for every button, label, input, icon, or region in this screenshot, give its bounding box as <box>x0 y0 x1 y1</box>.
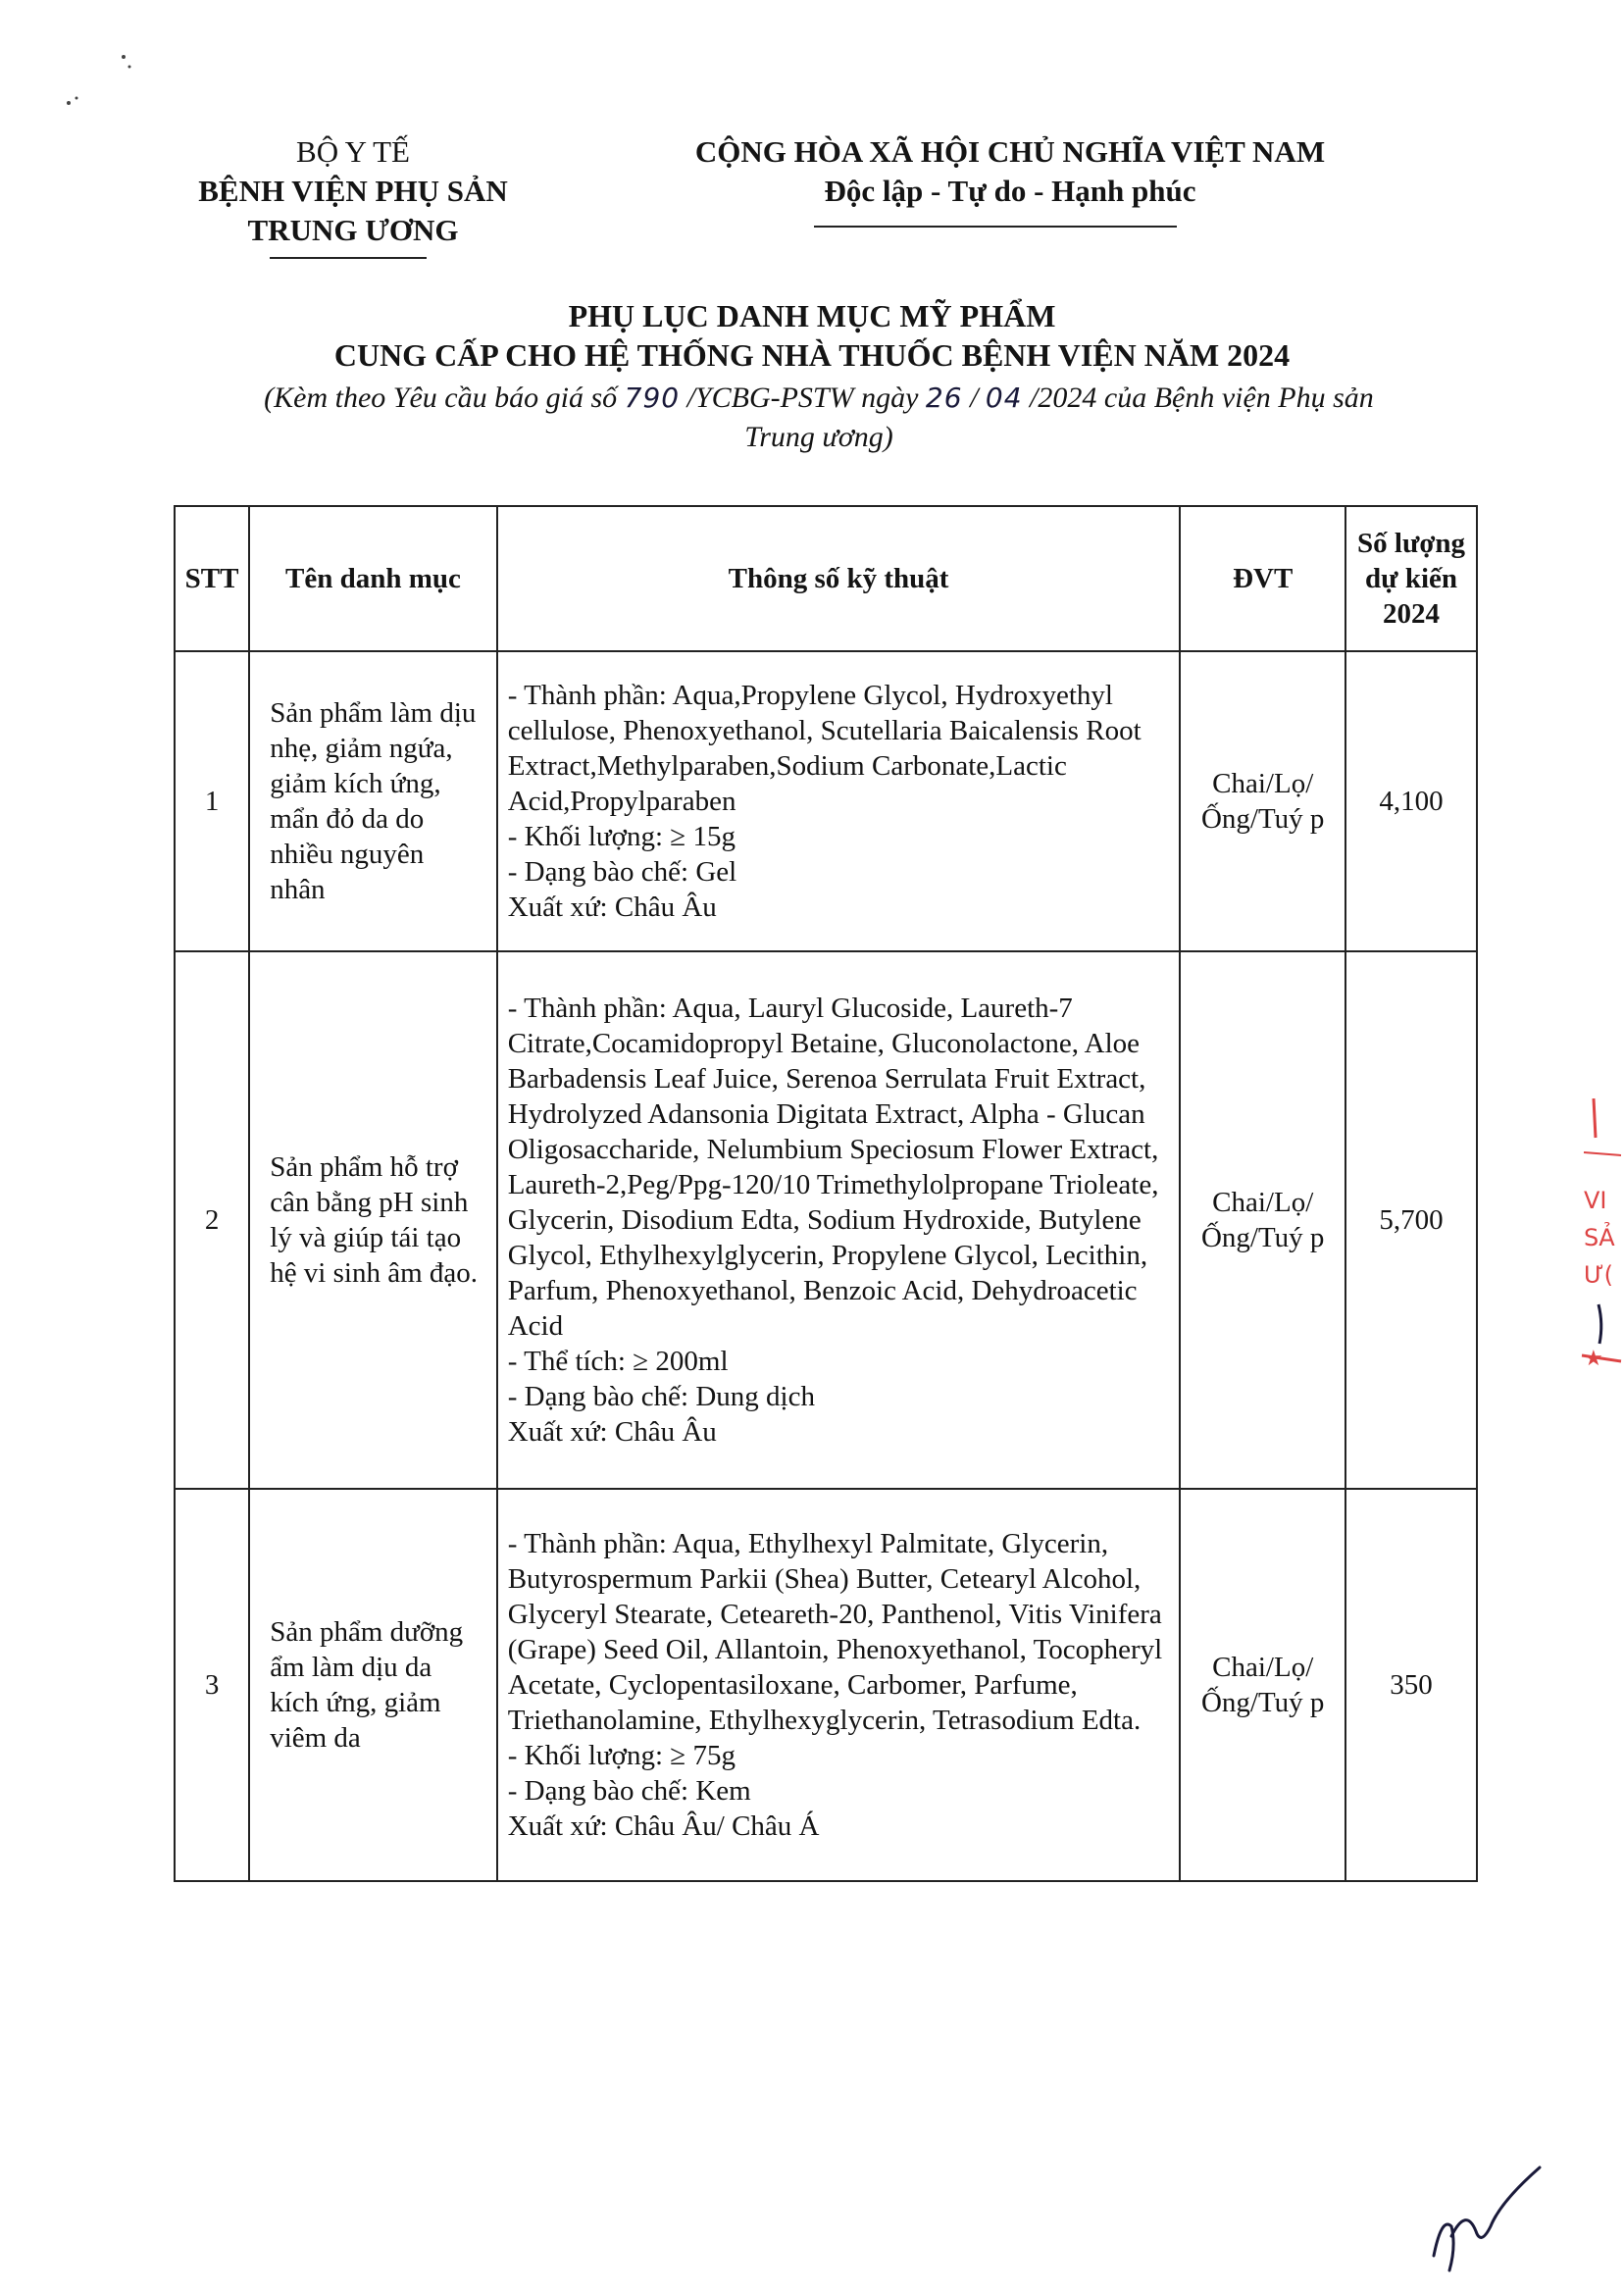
issuer-block <box>167 132 539 250</box>
spec-origin: Xuất xứ: Châu Âu/ Châu Á <box>507 1810 820 1842</box>
spec-form: - Dạng bào chế: Gel <box>507 856 737 888</box>
spec-ingredients: - Thành phần: Aqua, Ethylhexyl Palmitate, Glycerin, Butyrospermum Parkii (Shea) Butter, Cetearyl Alcohol, Glyceryl Stearate, Ceteareth-20, Panthenol, Vitis Vinifera (Grape) Seed Oil, Allantoin, Phenoxyethanol, Tocopheryl Acetate, Cyclopentasiloxane, Carbomer, Parfume, Triethanolamine, Ethylhexyglycerin, Tetrasodium Edta. <box>507 1528 1170 1736</box>
table-row <box>175 951 1477 1489</box>
issuer-hospital: BỆNH VIỆN PHỤ SẢN <box>198 174 508 208</box>
country-name: CỘNG HÒA XÃ HỘI CHỦ NGHĨA VIỆT NAM <box>694 134 1326 169</box>
row-unit: Chai/Lọ/ Ống/Tuý p <box>1180 651 1345 951</box>
table-row <box>175 651 1477 951</box>
motto-underline <box>814 226 1177 228</box>
subtitle-text-2: /YCBG-PSTW ngày <box>680 382 926 414</box>
spec-ingredients: - Thành phần: Aqua, Lauryl Glucoside, Laureth-7 Citrate,Cocamidopropyl Betaine, Gluconolactone, Aloe Barbadensis Leaf Juice, Serenoa Serrulata Fruit Extract, Hydrolyzed Adansonia Digitata Extract, Alpha - Glucan Oligosaccharide, Nelumbium Speciosum Flower Extract, Laureth-2,Peg/Ppg-120/10 Trimethylolpropane Trioleate, Glycerin, Disodium Edta, Sodium Hydroxide, Butylene Glycol, Ethylhexylglycerin, Propylene Glycol, Lecithin, Parfum, Phenoxyethanol, Benzoic Acid, Dehydroacetic Acid <box>507 993 1166 1342</box>
motto: Độc lập - Tự do - Hạnh phúc <box>824 174 1196 208</box>
row-unit: Chai/Lọ/ Ống/Tuý p <box>1180 1489 1345 1881</box>
spec-form: - Dạng bào chế: Dung dịch <box>507 1381 815 1412</box>
row-qty: 4,100 <box>1345 651 1477 951</box>
row-spec <box>497 1489 1181 1881</box>
cosmetics-table <box>174 505 1478 1882</box>
table-row <box>175 1489 1477 1881</box>
month-handwritten: 04 <box>985 382 1023 414</box>
issuer-underline <box>270 257 427 259</box>
stamp-marks-icon <box>1564 1098 1623 1393</box>
scan-specks-icon <box>59 49 147 118</box>
spec-origin: Xuất xứ: Châu Âu <box>507 1416 717 1448</box>
title-line-1: PHỤ LỤC DANH MỤC MỸ PHẨM <box>568 298 1056 333</box>
row-qty: 5,700 <box>1345 951 1477 1489</box>
row-name: Sản phẩm dưỡng ẩm làm dịu da kích ứng, giảm viêm da <box>249 1489 497 1881</box>
row-name: Sản phẩm hỗ trợ cân bằng pH sinh lý và giúp tái tạo hệ vi sinh âm đạo. <box>249 951 497 1489</box>
header-spec: Thông số kỹ thuật <box>497 506 1181 651</box>
document-subtitle <box>167 379 1471 457</box>
stamp-text-2: SẢ <box>1584 1224 1615 1251</box>
svg-text:★: ★ <box>1584 1347 1603 1371</box>
row-spec <box>497 951 1181 1489</box>
request-number-handwritten: 790 <box>624 382 681 414</box>
spec-form: - Dạng bào chế: Kem <box>507 1775 751 1807</box>
row-unit: Chai/Lọ/ Ống/Tuý p <box>1180 951 1345 1489</box>
spec-amount: - Khối lượng: ≥ 75g <box>507 1740 736 1771</box>
day-handwritten: 26 <box>925 382 963 414</box>
stamp-text-1: VI <box>1584 1187 1607 1214</box>
row-spec <box>497 651 1181 951</box>
spec-volume: - Thể tích: ≥ 200ml <box>507 1346 729 1377</box>
header-name: Tên danh mục <box>249 506 497 651</box>
document-title <box>157 296 1467 375</box>
row-name: Sản phẩm làm dịu nhẹ, giảm ngứa, giảm kích ứng, mẩn đỏ da do nhiều nguyên nhân <box>249 651 497 951</box>
national-motto-block <box>637 132 1383 211</box>
date-sep: / <box>962 382 986 414</box>
header-qty: Số lượng dự kiến 2024 <box>1345 506 1477 651</box>
spec-ingredients: - Thành phần: Aqua,Propylene Glycol, Hydroxyethyl cellulose, Phenoxyethanol, Scutellaria Baicalensis Root Extract,Methylparaben,Sodium Carbonate,Lactic Acid,Propylparaben <box>507 680 1148 817</box>
row-qty: 350 <box>1345 1489 1477 1881</box>
title-line-2: CUNG CẤP CHO HỆ THỐNG NHÀ THUỐC BỆNH VIỆN NĂM 2024 <box>333 337 1291 373</box>
header-stt: STT <box>175 506 249 651</box>
row-stt: 2 <box>175 951 249 1489</box>
header-unit: ĐVT <box>1180 506 1345 651</box>
signature-icon <box>1422 2148 1559 2285</box>
row-stt: 1 <box>175 651 249 951</box>
subtitle-text-3: /2024 của Bệnh viện Phụ sản <box>1022 382 1374 414</box>
row-stt: 3 <box>175 1489 249 1881</box>
subtitle-text-4: Trung ương) <box>744 421 893 453</box>
table-header-row <box>175 506 1477 651</box>
subtitle-text-1: (Kèm theo Yêu cầu báo giá số <box>264 382 625 414</box>
issuer-ministry: BỘ Y TẾ <box>296 134 410 169</box>
issuer-hospital-line2: TRUNG ƯƠNG <box>247 213 459 247</box>
spec-origin: Xuất xứ: Châu Âu <box>507 892 717 923</box>
spec-amount: - Khối lượng: ≥ 15g <box>507 821 736 852</box>
stamp-text-3: Ư( <box>1584 1261 1613 1289</box>
